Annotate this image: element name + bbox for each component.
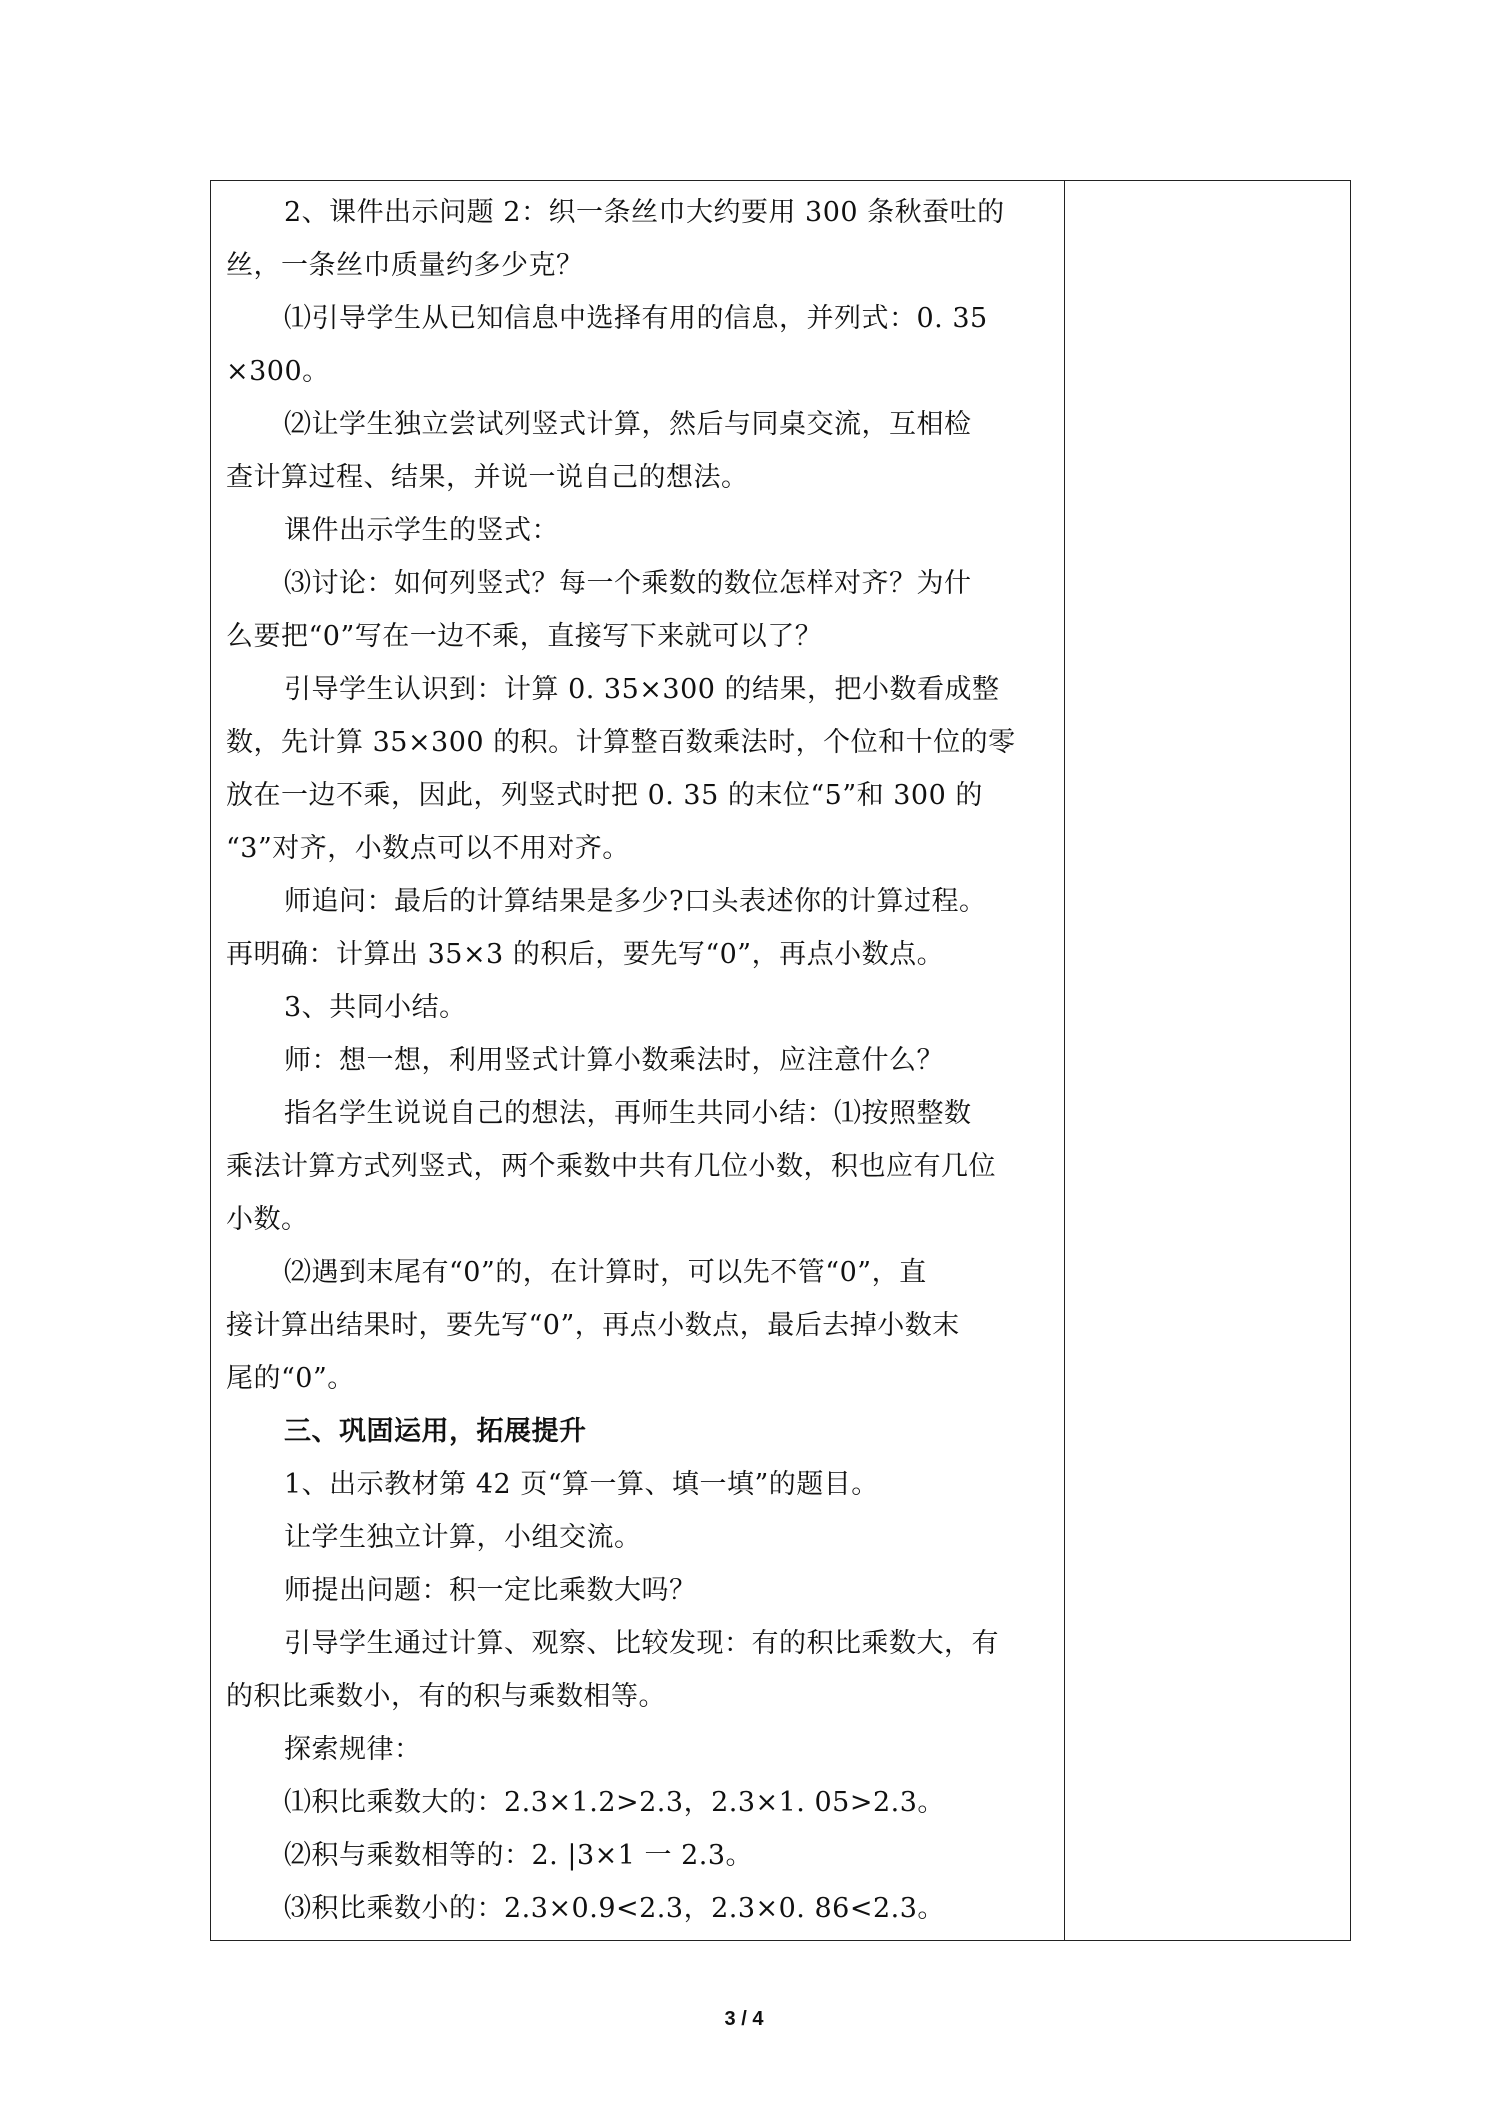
text-line: ⑵遇到末尾有“0”的，在计算时，可以先不管“0”，直 (284, 1257, 927, 1288)
text-line: 小数。 (226, 1204, 309, 1235)
text-line: 2、课件出示问题 2：织一条丝巾大约要用 300 条秋蚕吐的 (284, 197, 1005, 228)
text-line: ⑶积比乘数小的：2.3×0.9<2.3，2.3×0. 86<2.3。 (284, 1893, 945, 1924)
section-heading: 三、巩固运用，拓展提升 (284, 1416, 587, 1447)
text-line: 乘法计算方式列竖式，两个乘数中共有几位小数，积也应有几位 (226, 1151, 996, 1182)
text-line: 师提出问题：积一定比乘数大吗？ (284, 1575, 697, 1606)
text-line: ⑶讨论：如何列竖式？每一个乘数的数位怎样对齐？为什 (284, 568, 972, 599)
text-line: 课件出示学生的竖式： (284, 515, 559, 546)
text-line: 探索规律： (284, 1734, 422, 1765)
text-line: 1、出示教材第 42 页“算一算、填一填”的题目。 (284, 1469, 879, 1500)
table-column-divider (1064, 180, 1065, 1941)
text-line: 的积比乘数小，有的积与乘数相等。 (226, 1681, 666, 1712)
text-line: 师追问：最后的计算结果是多少?口头表述你的计算过程。 (284, 886, 987, 917)
text-line: 引导学生认识到：计算 0. 35×300 的结果，把小数看成整 (284, 674, 1000, 705)
lesson-content (226, 186, 1056, 1935)
text-line: ×300。 (226, 356, 330, 387)
page-number: 3 / 4 (724, 2008, 764, 2030)
text-line: “3”对齐，小数点可以不用对齐。 (226, 833, 630, 864)
text-line: ⑵积与乘数相等的：2. |3×1 一 2.3。 (284, 1840, 754, 1871)
text-line: 么要把“0”写在一边不乘，直接写下来就可以了？ (226, 621, 823, 652)
text-line: 放在一边不乘，因此，列竖式时把 0. 35 的末位“5”和 300 的 (226, 780, 983, 811)
text-line: 让学生独立计算，小组交流。 (284, 1522, 642, 1553)
text-line: 接计算出结果时，要先写“0”，再点小数点，最后去掉小数末 (226, 1310, 960, 1341)
text-line: 再明确：计算出 35×3 的积后，要先写“0”，再点小数点。 (226, 939, 945, 970)
text-line: ⑴积比乘数大的：2.3×1.2>2.3，2.3×1. 05>2.3。 (284, 1787, 945, 1818)
text-line: ⑵让学生独立尝试列竖式计算，然后与同桌交流，互相检 (284, 409, 972, 440)
text-line: 3、共同小结。 (284, 992, 467, 1023)
text-line: ⑴引导学生从已知信息中选择有用的信息，并列式：0. 35 (284, 303, 988, 334)
text-line: 数，先计算 35×300 的积。计算整百数乘法时，个位和十位的零 (226, 727, 1016, 758)
text-line: 丝，一条丝巾质量约多少克？ (226, 250, 584, 281)
text-line: 师：想一想，利用竖式计算小数乘法时，应注意什么？ (284, 1045, 944, 1076)
text-line: 指名学生说说自己的想法，再师生共同小结：⑴按照整数 (284, 1098, 972, 1129)
text-line: 尾的“0”。 (226, 1363, 355, 1394)
text-line: 引导学生通过计算、观察、比较发现：有的积比乘数大，有 (284, 1628, 999, 1659)
text-line: 查计算过程、结果，并说一说自己的想法。 (226, 462, 749, 493)
